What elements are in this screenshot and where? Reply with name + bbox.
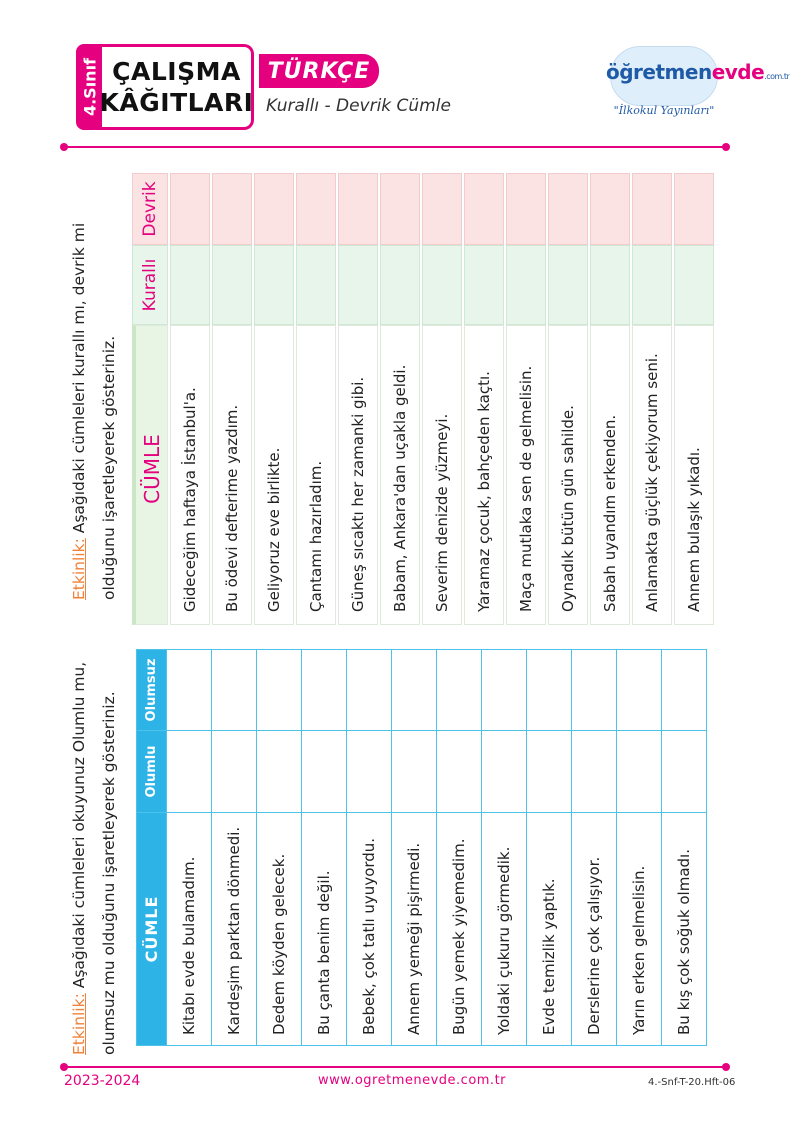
answer-cell-negative[interactable] xyxy=(257,650,302,731)
document-code: 4.-Snf-T-20.Hft-06 xyxy=(648,1077,736,1088)
answer-cell-inverted[interactable] xyxy=(212,173,252,245)
answer-cell-positive[interactable] xyxy=(437,731,482,813)
logo-wordmark xyxy=(606,60,790,84)
answer-cell-regular[interactable] xyxy=(464,245,504,325)
answer-cell-inverted[interactable] xyxy=(548,173,588,245)
sentence-cell: Geliyoruz eve birlikte. xyxy=(254,325,294,625)
table-row xyxy=(347,650,392,1046)
table-row xyxy=(422,173,462,625)
sentence-cell: Yarın erken gelmelisin. xyxy=(617,813,662,1046)
col-header-positive: Olumlu xyxy=(137,731,167,813)
answer-cell-positive[interactable] xyxy=(662,731,707,813)
sentence-cell: Güneş sıcaktı her zamanki gibi. xyxy=(338,325,378,625)
answer-cell-positive[interactable] xyxy=(572,731,617,813)
answer-cell-negative[interactable] xyxy=(527,650,572,731)
answer-cell-inverted[interactable] xyxy=(380,173,420,245)
sentence-cell: Bu ödevi defterime yazdım. xyxy=(212,325,252,625)
answer-cell-negative[interactable] xyxy=(302,650,347,731)
sentence-cell: Derslerine çok çalışıyor. xyxy=(572,813,617,1046)
col-header-negative: Olumsuz xyxy=(137,650,167,731)
answer-cell-regular[interactable] xyxy=(212,245,252,325)
answer-cell-positive[interactable] xyxy=(617,731,662,813)
table-row xyxy=(674,173,714,625)
sentence-cell: Kardeşim parktan dönmedi. xyxy=(212,813,257,1046)
table-row xyxy=(548,173,588,625)
table-row xyxy=(617,650,662,1046)
sentence-cell: Evde temizlik yaptık. xyxy=(527,813,572,1046)
answer-cell-regular[interactable] xyxy=(380,245,420,325)
answer-cell-regular[interactable] xyxy=(548,245,588,325)
sentence-cell: Çantamı hazırladım. xyxy=(296,325,336,625)
table-row xyxy=(254,173,294,625)
answer-cell-regular[interactable] xyxy=(674,245,714,325)
answer-cell-positive[interactable] xyxy=(527,731,572,813)
answer-cell-positive[interactable] xyxy=(212,731,257,813)
answer-cell-negative[interactable] xyxy=(482,650,527,731)
sentence-cell: Oynadık bütün gün sahilde. xyxy=(548,325,588,625)
table-row xyxy=(167,650,212,1046)
topic-title: Kurallı - Devrik Cümle xyxy=(266,96,451,116)
sentence-cell: Bu çanta benim değil. xyxy=(302,813,347,1046)
activity1-instruction-line2: olumsuz mu olduğunu işaretleyerek gösteriniz. xyxy=(100,691,118,1055)
col-header-sentence: CÜMLE xyxy=(137,813,167,1046)
activity2-table xyxy=(130,173,716,625)
answer-cell-positive[interactable] xyxy=(257,731,302,813)
table-row xyxy=(590,173,630,625)
answer-cell-positive[interactable] xyxy=(347,731,392,813)
sentence-cell: Maça mutlaka sen de gelmelisin. xyxy=(506,325,546,625)
answer-cell-positive[interactable] xyxy=(392,731,437,813)
logo-tagline: "İlkokul Yayınları" xyxy=(613,104,715,117)
answer-cell-negative[interactable] xyxy=(212,650,257,731)
table-row xyxy=(170,173,210,625)
answer-cell-negative[interactable] xyxy=(617,650,662,731)
table-row xyxy=(464,173,504,625)
answer-cell-negative[interactable] xyxy=(392,650,437,731)
worksheet-title xyxy=(99,44,254,130)
answer-cell-inverted[interactable] xyxy=(254,173,294,245)
table-row xyxy=(506,173,546,625)
logo-part-2: evde xyxy=(711,60,765,84)
table-row xyxy=(296,173,336,625)
sentence-cell: Babam, Ankara'dan uçakla geldi. xyxy=(380,325,420,625)
sentence-cell: Kitabı evde bulamadım. xyxy=(167,813,212,1046)
answer-cell-inverted[interactable] xyxy=(506,173,546,245)
sentence-cell: Anlamakta güçlük çekiyorum seni. xyxy=(632,325,672,625)
sentence-cell: Bu kış çok soğuk olmadı. xyxy=(662,813,707,1046)
table-row xyxy=(572,650,617,1046)
answer-cell-regular[interactable] xyxy=(338,245,378,325)
answer-cell-positive[interactable] xyxy=(302,731,347,813)
publisher-logo xyxy=(606,44,790,124)
answer-cell-inverted[interactable] xyxy=(632,173,672,245)
table-row xyxy=(380,173,420,625)
answer-cell-regular[interactable] xyxy=(254,245,294,325)
answer-cell-inverted[interactable] xyxy=(296,173,336,245)
table-row xyxy=(338,173,378,625)
answer-cell-positive[interactable] xyxy=(482,731,527,813)
col-header-sentence: CÜMLE xyxy=(132,325,168,625)
logo-part-1: öğretmen xyxy=(606,60,712,84)
answer-cell-negative[interactable] xyxy=(437,650,482,731)
sentence-cell: Yoldaki çukuru görmedik. xyxy=(482,813,527,1046)
footer-divider xyxy=(64,1066,726,1068)
answer-cell-regular[interactable] xyxy=(170,245,210,325)
table-row xyxy=(392,650,437,1046)
activity2-instruction-line1: Aşağıdaki cümleleri kurallı mı, devrik mi xyxy=(70,222,88,539)
sentence-cell: Sabah uyandım erkenden. xyxy=(590,325,630,625)
answer-cell-inverted[interactable] xyxy=(422,173,462,245)
school-year: 2023-2024 xyxy=(64,1073,141,1089)
answer-cell-inverted[interactable] xyxy=(338,173,378,245)
sentence-cell: Annem yemeği pişirmedi. xyxy=(392,813,437,1046)
answer-cell-regular[interactable] xyxy=(422,245,462,325)
answer-cell-negative[interactable] xyxy=(662,650,707,731)
sentence-cell: Yaramaz çocuk, bahçeden kaçtı. xyxy=(464,325,504,625)
sentence-cell: Bugün yemek yiyemedim. xyxy=(437,813,482,1046)
activity1-instruction-line1: Aşağıdaki cümleleri okuyunuz Olumlu mu, xyxy=(70,661,88,994)
table-row xyxy=(302,650,347,1046)
sentence-cell: Gideceğim haftaya İstanbul'a. xyxy=(170,325,210,625)
grade-label: 4.Sınıf xyxy=(80,57,100,117)
activity1-table xyxy=(136,649,707,1046)
title-line-2: KÂĞITLARI xyxy=(99,88,254,117)
header-divider xyxy=(64,146,726,148)
table-row xyxy=(527,650,572,1046)
col-header-inverted: Devrik xyxy=(132,173,168,245)
activity1-instruction xyxy=(64,640,134,1055)
sentence-cell: Annem bulaşık yıkadı. xyxy=(674,325,714,625)
answer-cell-negative[interactable] xyxy=(167,650,212,731)
table-row xyxy=(482,650,527,1046)
answer-cell-regular[interactable] xyxy=(506,245,546,325)
table-row xyxy=(212,650,257,1046)
table-row xyxy=(212,173,252,625)
table-row xyxy=(662,650,707,1046)
sentence-cell: Severim denizde yüzmeyi. xyxy=(422,325,462,625)
table-row xyxy=(437,650,482,1046)
answer-cell-inverted[interactable] xyxy=(170,173,210,245)
sentence-cell: Dedem köyden gelecek. xyxy=(257,813,302,1046)
col-header-regular: Kurallı xyxy=(132,245,168,325)
activity2-instruction xyxy=(64,180,134,600)
answer-cell-negative[interactable] xyxy=(347,650,392,731)
answer-cell-inverted[interactable] xyxy=(464,173,504,245)
title-line-1: ÇALIŞMA xyxy=(112,57,241,86)
activity1-table-wrap xyxy=(136,650,707,1046)
answer-cell-inverted[interactable] xyxy=(590,173,630,245)
answer-cell-regular[interactable] xyxy=(296,245,336,325)
website-link[interactable]: www.ogretmenevde.com.tr xyxy=(318,1073,507,1088)
logo-tld: .com.tr xyxy=(764,72,790,81)
activity2-label: Etkinlik: xyxy=(70,538,88,600)
answer-cell-regular[interactable] xyxy=(632,245,672,325)
answer-cell-positive[interactable] xyxy=(167,731,212,813)
answer-cell-inverted[interactable] xyxy=(674,173,714,245)
answer-cell-regular[interactable] xyxy=(590,245,630,325)
sentence-cell: Bebek, çok tatlı uyuyordu. xyxy=(347,813,392,1046)
table-row xyxy=(257,650,302,1046)
activity2-table-wrap xyxy=(130,173,716,625)
activity1-label: Etkinlik: xyxy=(70,993,88,1055)
answer-cell-negative[interactable] xyxy=(572,650,617,731)
activity2-instruction-line2: olduğunu işaretleyerek gösteriniz. xyxy=(100,335,118,600)
table-row xyxy=(632,173,672,625)
subject-badge: TÜRKÇE xyxy=(259,54,379,88)
